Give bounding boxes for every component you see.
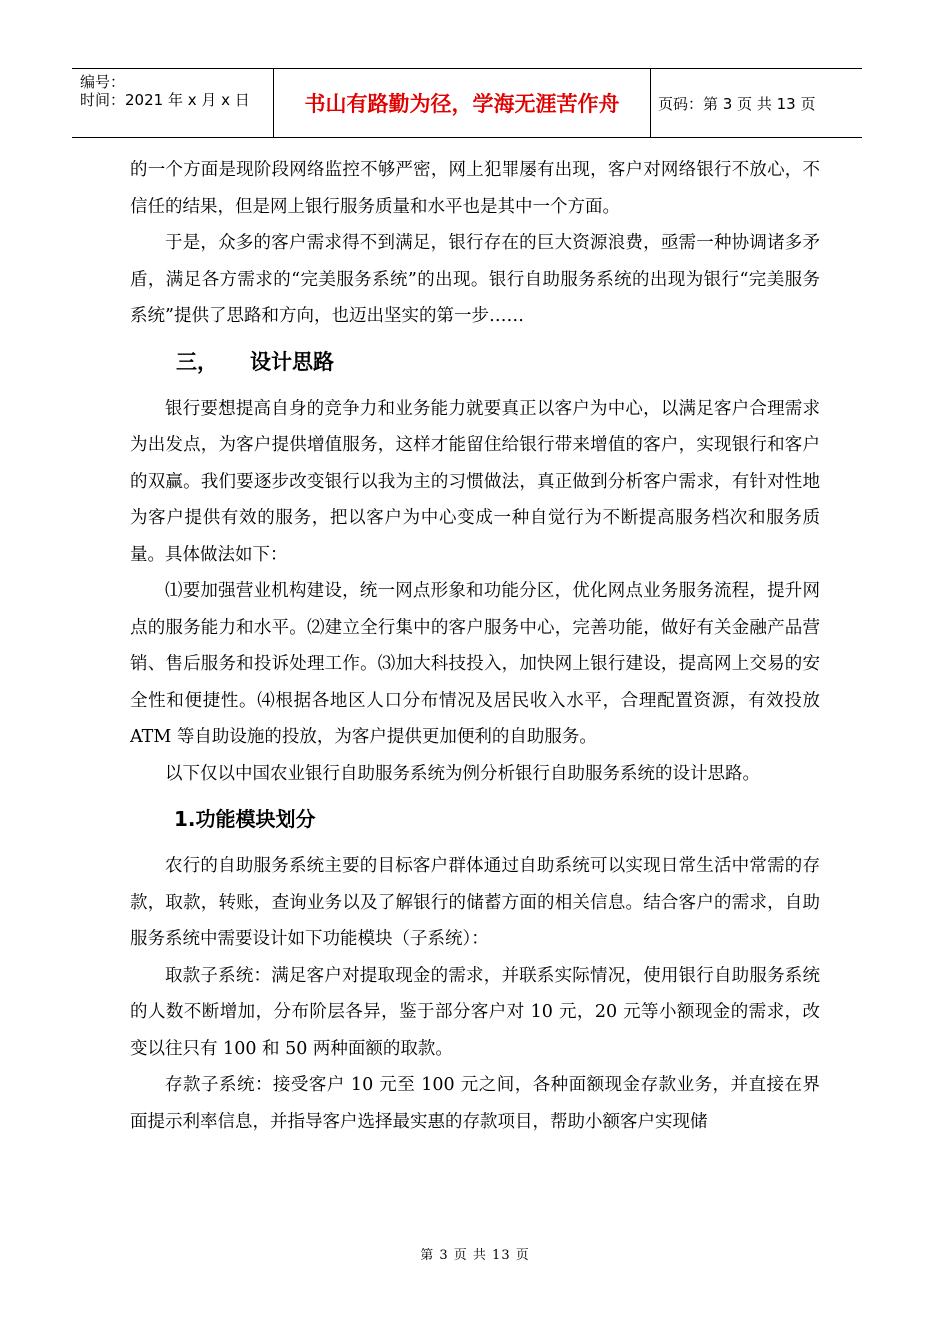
header-motto: 书山有路勤为径，学海无涯苦作舟	[304, 92, 620, 116]
header-page-info	[656, 69, 862, 137]
page-header	[72, 68, 862, 138]
header-meta	[72, 69, 272, 137]
page-footer: 第 3 页 共 13 页	[420, 1248, 530, 1263]
section-title: 设计思路	[250, 349, 334, 374]
section-number: 三，	[176, 349, 218, 374]
paragraph: 银行要想提高自身的竞争力和业务能力就要真正以客户为中心，以满足客户合理需求为出发点，为客户提供增值服务，这样才能留住给银行带来增值的客户，实现银行和客户的双赢。我们要逐步改变银行以我为主的习惯做法，真正做到分析客户需求，有针对性地为客户提供有效的服务，把以客户为中心变成一种自觉行为不断提高服务档次和服务质量。具体做法如下：	[130, 398, 820, 565]
paragraph: 的一个方面是现阶段网络监控不够严密，网上犯罪屡有出现，客户对网络银行不放心，不信任的结果，但是网上银行服务质量和水平也是其中一个方面。	[130, 160, 820, 217]
subsection-heading: 1.功能模块划分	[174, 807, 316, 831]
paragraph: 于是，众多的客户需求得不到满足，银行存在的巨大资源浪费，亟需一种协调诸多矛盾，满足各方需求的“完美服务系统”的出现。银行自助服务系统的出现为银行“完美服务系统”提供了思路和方向，也迈出坚实的第一步……	[130, 233, 820, 326]
paragraph: 农行的自助服务系统主要的目标客户群体通过自助系统可以实现日常生活中常需的存款，取款，转账，查询业务以及了解银行的储蓄方面的相关信息。结合客户的需求，自助服务系统中需要设计如下功能模块（子系统）：	[130, 856, 820, 949]
paragraph: 取款子系统：满足客户对提取现金的需求，并联系实际情况，使用银行自助服务系统的人数不断增加，分布阶层各异，鉴于部分客户对 10 元，20 元等小额现金的需求，改变以往只有 100 和 50 两种面额的取款。	[130, 965, 820, 1059]
header-page-label: 页码：第 3 页 共 13 页	[658, 94, 816, 113]
document-body	[130, 152, 820, 1140]
document-date-label: 时间：2021 年 x 月 x 日	[80, 91, 250, 109]
document-number-label: 编号：	[80, 73, 126, 91]
section-heading	[176, 347, 820, 377]
paragraph: 存款子系统：接受客户 10 元至 100 元之间，各种面额现金存款业务，并直接在界面提示利率信息，并指导客户选择最实惠的存款项目，帮助小额客户实现储	[130, 1075, 820, 1132]
paragraph: ⑴要加强营业机构建设，统一网点形象和功能分区，优化网点业务服务流程，提升网点的服务能力和水平。⑵建立全行集中的客户服务中心，完善功能，做好有关金融产品营销、售后服务和投诉处理工作。⑶加大科技投入，加快网上银行建设，提高网上交易的安全性和便捷性。⑷根据各地区人口分布情况及居民收入水平，合理配置资源，有效投放 ATM 等自助设施的投放，为客户提供更加便利的自助服务。	[130, 581, 820, 747]
paragraph: 以下仅以中国农业银行自助服务系统为例分析银行自助服务系统的设计思路。	[165, 763, 760, 784]
header-divider	[650, 69, 651, 137]
